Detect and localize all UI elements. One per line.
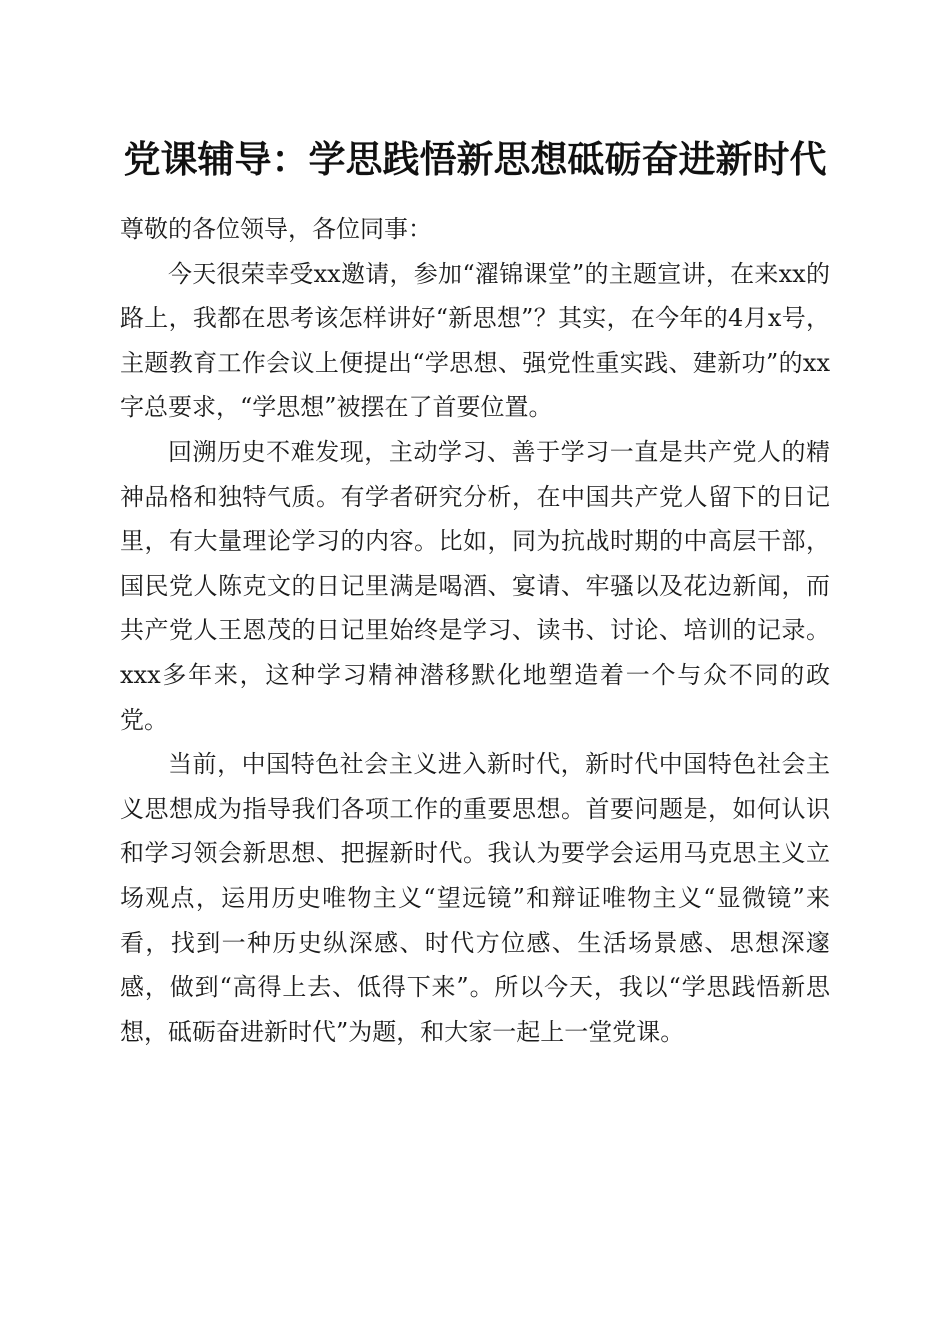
document-title: 党课辅导：学思践悟新思想砥砺奋进新时代 [123, 138, 827, 181]
salutation: 尊敬的各位领导，各位同事： [120, 215, 432, 243]
paragraph-1: 今天很荣幸受xx邀请，参加“濯锦课堂”的主题宣讲，在来xx的路上，我都在思考该怎样讲好“新思想”？其实，在今年的4月x号，主题教育工作会议上便提出“学思想、强党性重实践、建新功”的xx字总要求，“学思想”被摆在了首要位置。 [120, 259, 830, 422]
paragraph-3: 当前，中国特色社会主义进入新时代，新时代中国特色社会主义思想成为指导我们各项工作的重要思想。首要问题是，如何认识和学习领会新思想、把握新时代。我认为要学会运用马克思主义立场观点，运用历史唯物主义“望远镜”和辩证唯物主义“显微镜”来看，找到一种历史纵深感、时代方位感、生活场景感、思想深邃感，做到“高得上去、低得下来”。所以今天，我以“学思践悟新思想，砥砺奋进新时代”为题，和大家一起上一堂党课。 [120, 750, 830, 1046]
paragraph-2: 回溯历史不难发现，主动学习、善于学习一直是共产党人的精神品格和独特气质。有学者研究分析，在中国共产党人留下的日记里，有大量理论学习的内容。比如，同为抗战时期的中高层干部，国民党人陈克文的日记里满是喝酒、宴请、牢骚以及花边新闻，而共产党人王恩茂的日记里始终是学习、读书、讨论、培训的记录。xxx多年来，这种学习精神潜移默化地塑造着一个与众不同的政党。 [120, 437, 830, 734]
document-body [120, 207, 830, 1054]
